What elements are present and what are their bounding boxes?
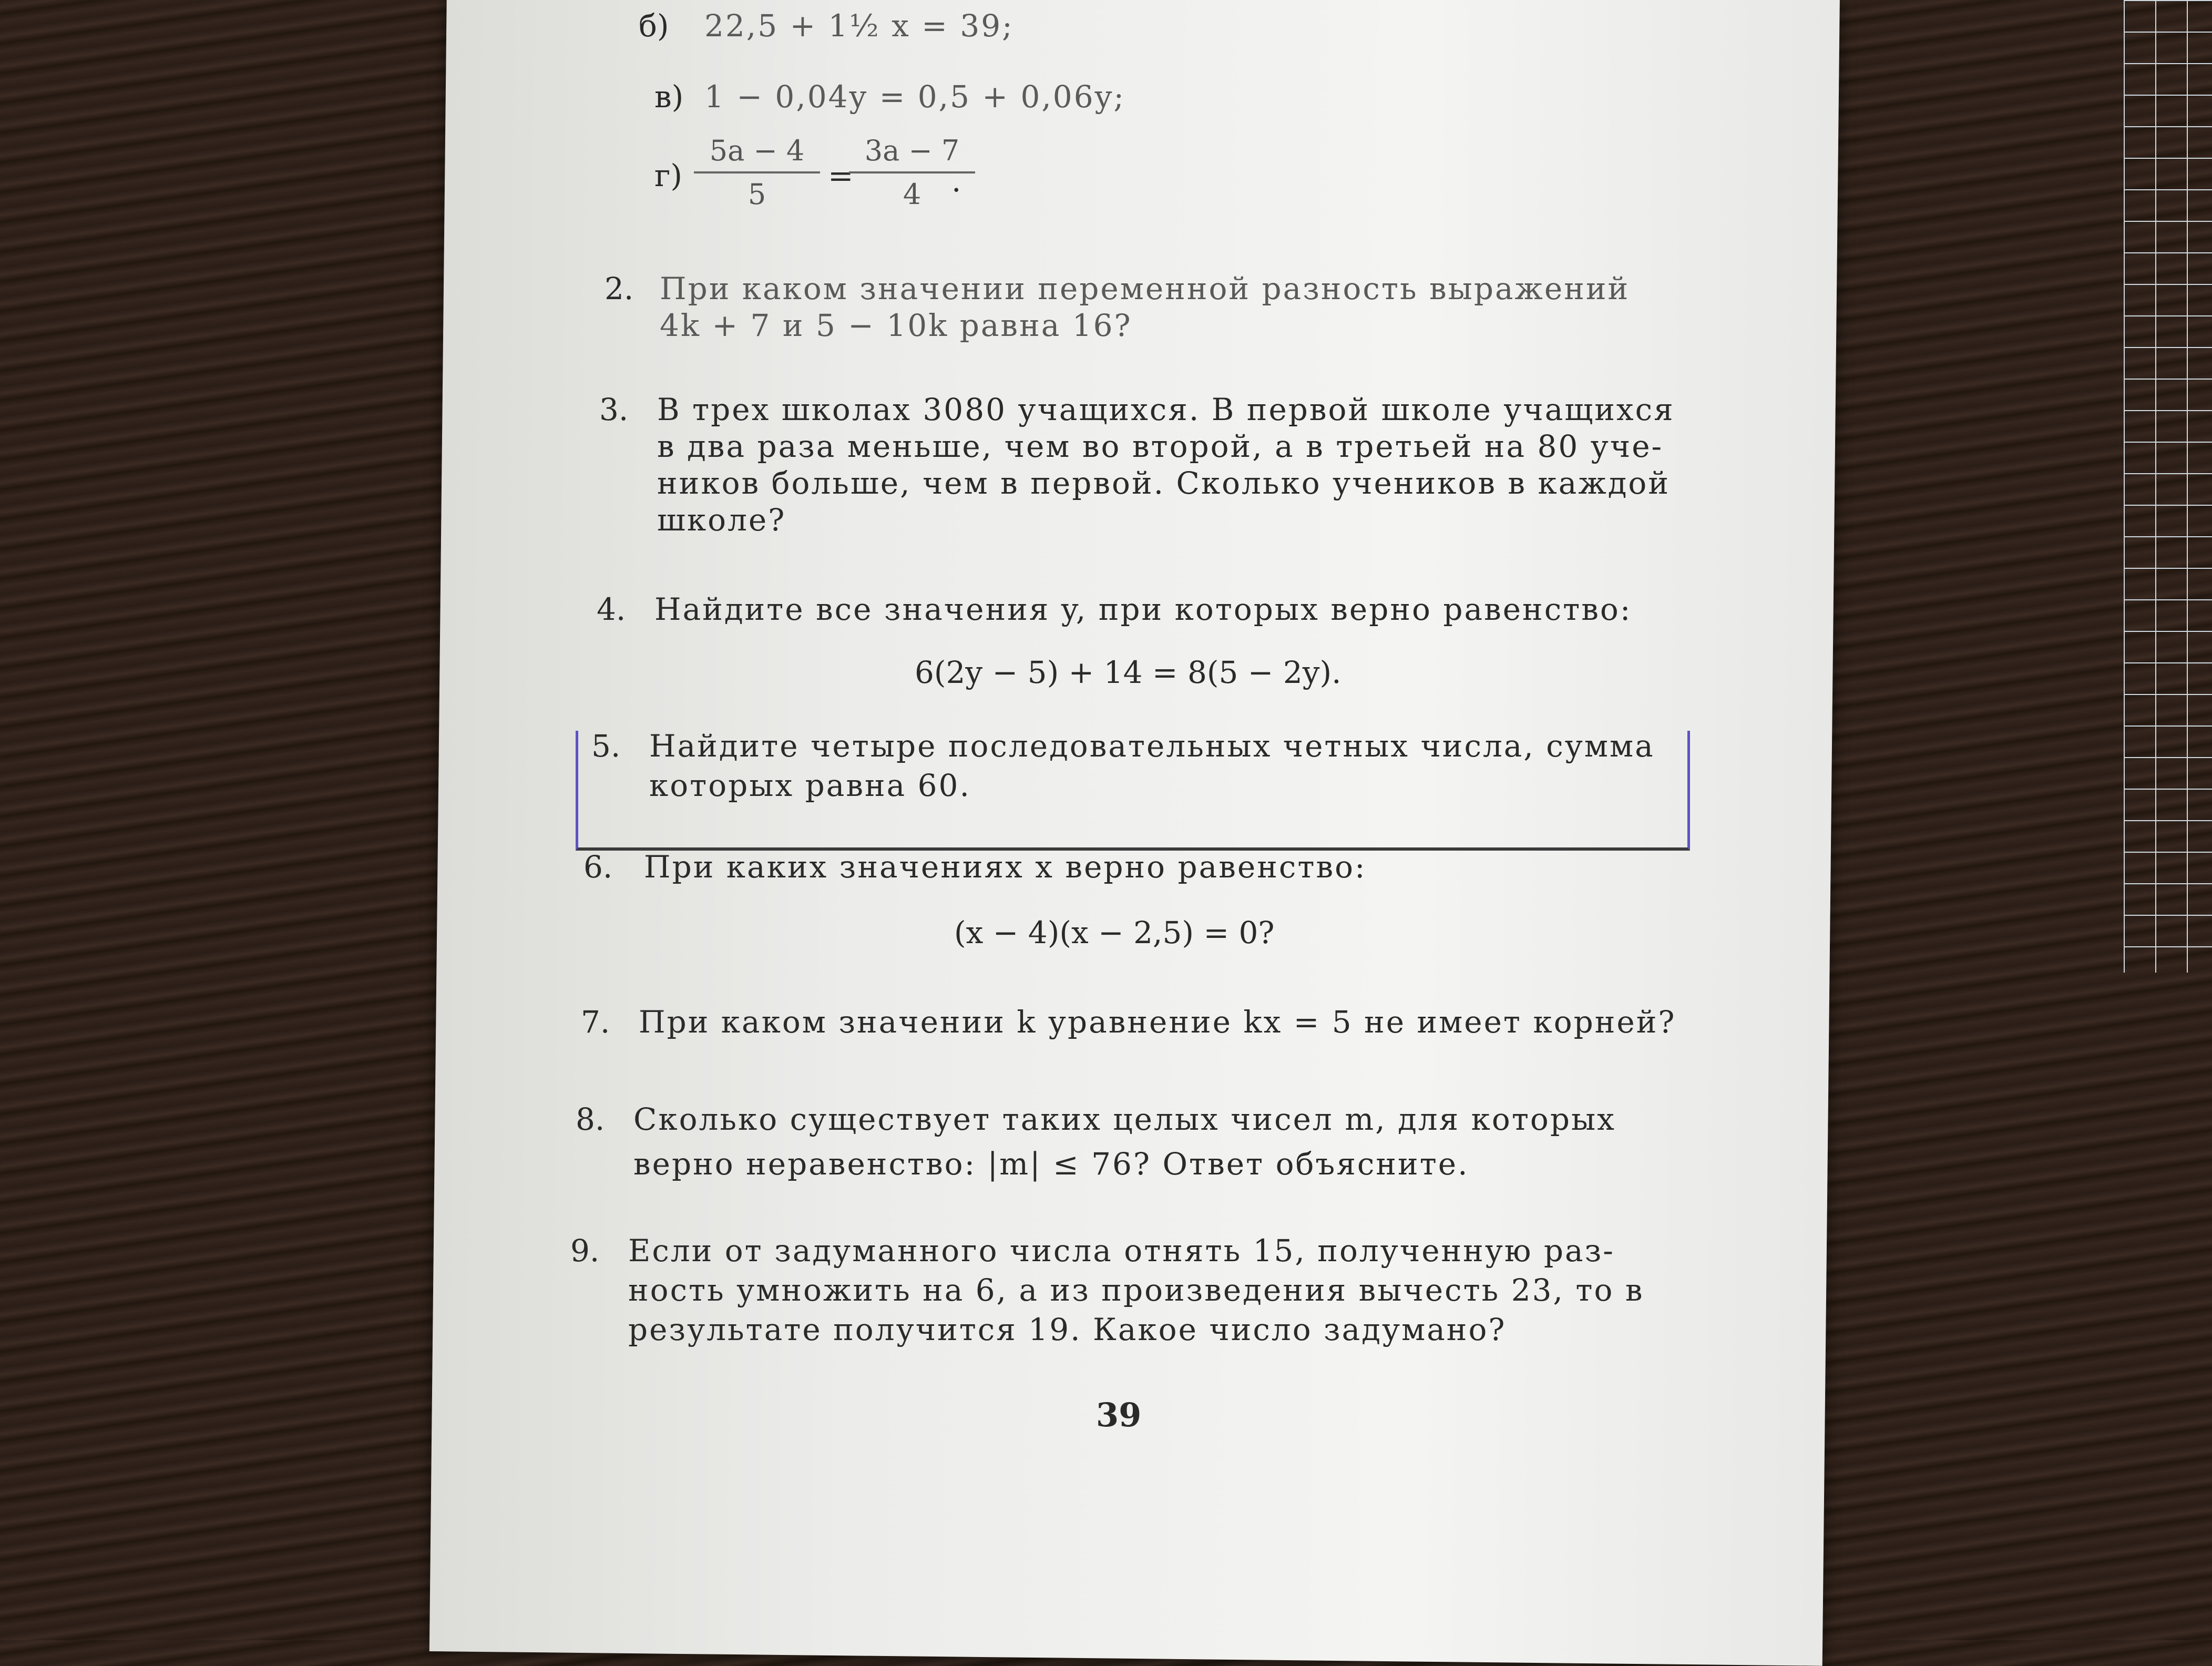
problem-5-line-1: Найдите четыре последовательных четных числа, сумма (649, 728, 1655, 764)
problem-5-number: 5. (591, 728, 621, 764)
problem-3-line-4: школе? (657, 502, 786, 538)
problem-3-line-2: в два раза меньше, чем во второй, а в третьей на 80 уче- (657, 428, 1664, 464)
problem-6-number: 6. (583, 849, 613, 885)
problem-4-formula: 6(2y − 5) + 14 = 8(5 − 2y). (915, 655, 1341, 690)
item-v-label: в) (654, 79, 684, 115)
problem-3-number: 3. (599, 392, 629, 427)
page-number: 39 (1096, 1396, 1142, 1434)
fraction-denominator: 5 (747, 178, 766, 211)
problem-4-number: 4. (597, 591, 626, 627)
problem-8-line-1: Сколько существует таких целых чисел m, для которых (633, 1101, 1616, 1137)
item-v-equation: 1 − 0,04y = 0,5 + 0,06y; (704, 79, 1125, 115)
problem-4-line-1: Найдите все значения y, при которых верно равенство: (654, 591, 1632, 627)
adjacent-graph-paper (2124, 0, 2212, 973)
problem-3-line-1: В трех школах 3080 учащихся. В первой школе учащихся (657, 392, 1675, 427)
problem-9-line-3: результате получится 19. Какое число задумано? (628, 1312, 1507, 1347)
problem-9-line-1: Если от задуманного числа отнять 15, полученную раз- (628, 1233, 1615, 1269)
item-b-label: б) (639, 8, 669, 44)
problem-8-line-2: верно неравенство: |m| ≤ 76? Ответ объясните. (633, 1146, 1469, 1182)
fraction-numerator: 3a − 7 (864, 134, 960, 167)
equals-sign: = (828, 158, 854, 193)
item-g-label: г) (654, 158, 683, 193)
problem-7-number: 7. (581, 1004, 610, 1040)
problem-2-line-1: При каком значении переменной разность выражений (660, 271, 1630, 306)
item-g-left-fraction (694, 134, 820, 211)
fraction-denominator: 4 (903, 178, 921, 211)
item-b-equation: 22,5 + 1½ x = 39; (704, 8, 1014, 44)
problem-3-line-3: ников больше, чем в первой. Сколько учеников в каждой (657, 465, 1670, 501)
fraction-numerator: 5a − 4 (709, 134, 805, 167)
problem-5-line-2: которых равна 60. (649, 768, 971, 803)
problem-8-number: 8. (576, 1101, 605, 1137)
problem-9-number: 9. (570, 1233, 600, 1269)
problem-6-formula: (x − 4)(x − 2,5) = 0? (954, 915, 1275, 950)
problem-2-number: 2. (605, 271, 634, 306)
period: . (951, 163, 961, 199)
problem-6-line-1: При каких значениях x верно равенство: (644, 849, 1367, 885)
problem-9-line-2: ность умножить на 6, а из произведения вычесть 23, то в (628, 1272, 1644, 1308)
problem-7-line-1: При каком значении k уравнение kx = 5 не имеет корней? (639, 1004, 1676, 1040)
problem-2-line-2: 4k + 7 и 5 − 10k равна 16? (660, 308, 1132, 343)
